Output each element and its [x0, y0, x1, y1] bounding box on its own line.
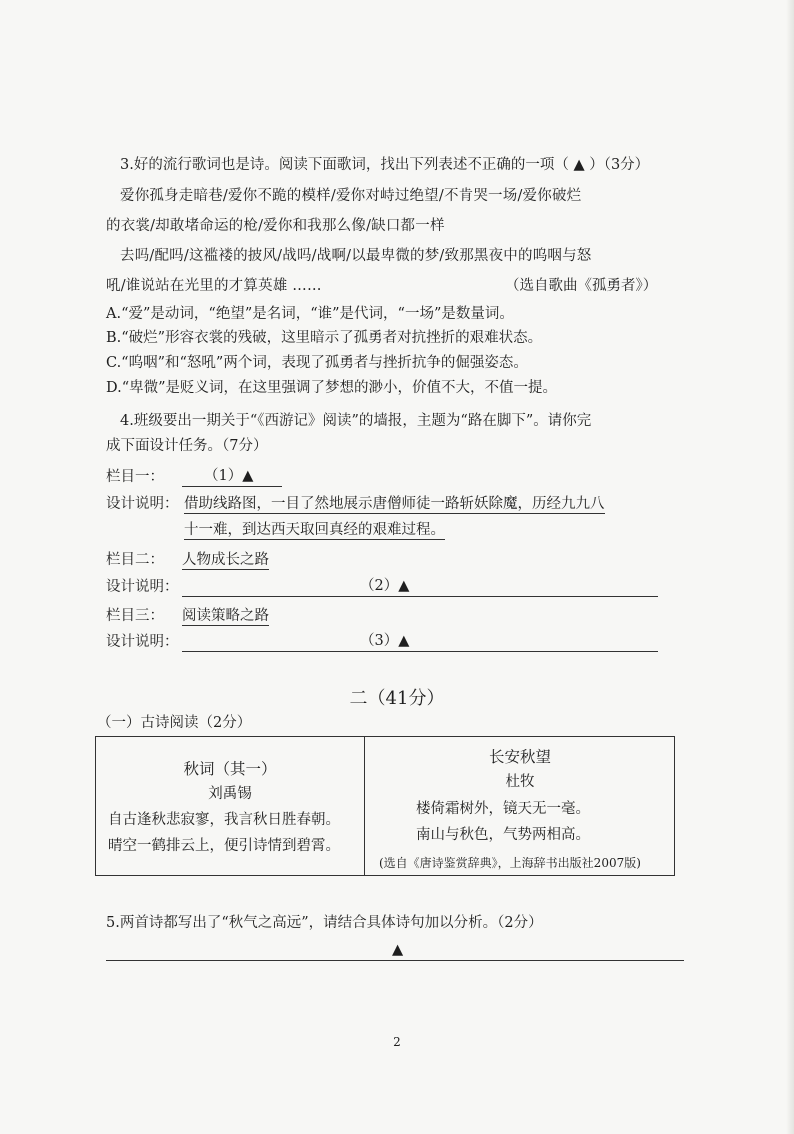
q3-option-c: C.“呜咽”和“怒吼”两个词，表现了孤勇者与挫折抗争的倔强姿态。 [106, 355, 528, 371]
poem1-title: 秋词（其一） [183, 760, 277, 778]
col3-blank[interactable] [182, 631, 658, 652]
col1-desc: 借助线路图，一目了然地展示唐僧师徒一路斩妖除魔，历经九九八 [184, 496, 605, 512]
q3-stem: 3.好的流行歌词也是诗。阅读下面歌词，找出下列表述不正确的一项（ ▲ ）（3分） [120, 157, 650, 173]
col1-desc: 十一难，到达西天取回真经的艰难过程。 [184, 522, 445, 538]
q3-lyric-line: 的衣裳/却敢堵命运的枪/爱你和我那么像/缺口都一样 [106, 218, 445, 234]
col1-desc-label: 设计说明： [106, 496, 179, 512]
col1-label: 栏目一： [106, 469, 164, 485]
q3-lyric-line: 爱你孤身走暗巷/爱你不跪的模样/爱你对峙过绝望/不肯哭一场/爱你破烂 [120, 188, 582, 204]
q4-stem: 4.班级要出一期关于“《西游记》阅读”的墙报，主题为“路在脚下”。请你完 [120, 413, 592, 429]
poem2-line: 楼倚霜树外，镜天无一毫。 [416, 801, 590, 817]
q3-option-a: A.“爱”是动词，“绝望”是名词，“谁”是代词，“一场”是数量词。 [106, 306, 514, 322]
col2-blank[interactable] [182, 576, 658, 597]
section-title: 二（41分） [349, 688, 445, 709]
poem2-source: (选自《唐诗鉴赏辞典》，上海辞书出版社2007版) [379, 856, 641, 870]
scan-edge [786, 0, 794, 1134]
poem-table [95, 736, 675, 876]
poem1-author: 刘禹锡 [208, 786, 252, 802]
col3-desc-label: 设计说明： [106, 634, 179, 650]
col2-desc-label: 设计说明： [106, 579, 179, 595]
q5-stem: 5.两首诗都写出了“秋气之高远”，请结合具体诗句加以分析。（2分） [106, 915, 543, 931]
poem2-line: 南山与秋色，气势两相高。 [416, 827, 590, 843]
col2-blank-text: （2）▲ [360, 578, 410, 594]
q5-blank-text: ▲ [392, 942, 404, 958]
q3-source: （选自歌曲《孤勇者》） [505, 278, 658, 294]
poem2-author: 杜牧 [505, 774, 535, 790]
page-number: 2 [393, 1035, 401, 1049]
col3-title: 阅读策略之路 [182, 608, 269, 624]
col2-title: 人物成长之路 [182, 552, 269, 568]
q3-lyric-line: 去吗/配吗/这褴褛的披风/战吗/战啊/以最卑微的梦/致那黑夜中的呜咽与怒 [120, 248, 592, 264]
q3-lyric-line: 吼/谁说站在光里的才算英雄 …… [106, 278, 322, 294]
col2-label: 栏目二： [106, 552, 164, 568]
poem2-title: 长安秋望 [488, 748, 551, 766]
col3-blank-text: （3）▲ [360, 633, 410, 649]
poem-divider [364, 737, 365, 875]
col3-label: 栏目三： [106, 608, 164, 624]
poem1-line: 自古逢秋悲寂寥，我言秋日胜春朝。 [108, 812, 340, 828]
col1-blank-text: （1）▲ [204, 468, 254, 484]
q3-option-b: B.“破烂”形容衣裳的残破，这里暗示了孤勇者对抗挫折的艰难状态。 [106, 330, 543, 346]
section-sub-title: （一）古诗阅读（2分） [97, 715, 252, 731]
poem1-line: 晴空一鹤排云上，便引诗情到碧霄。 [108, 838, 340, 854]
q5-answer-blank[interactable] [106, 940, 684, 961]
col1-blank[interactable] [182, 466, 282, 487]
q3-option-d: D.“卑微”是贬义词，在这里强调了梦想的渺小，价值不大，不值一提。 [106, 380, 558, 396]
q4-stem: 成下面设计任务。（7分） [106, 438, 268, 454]
